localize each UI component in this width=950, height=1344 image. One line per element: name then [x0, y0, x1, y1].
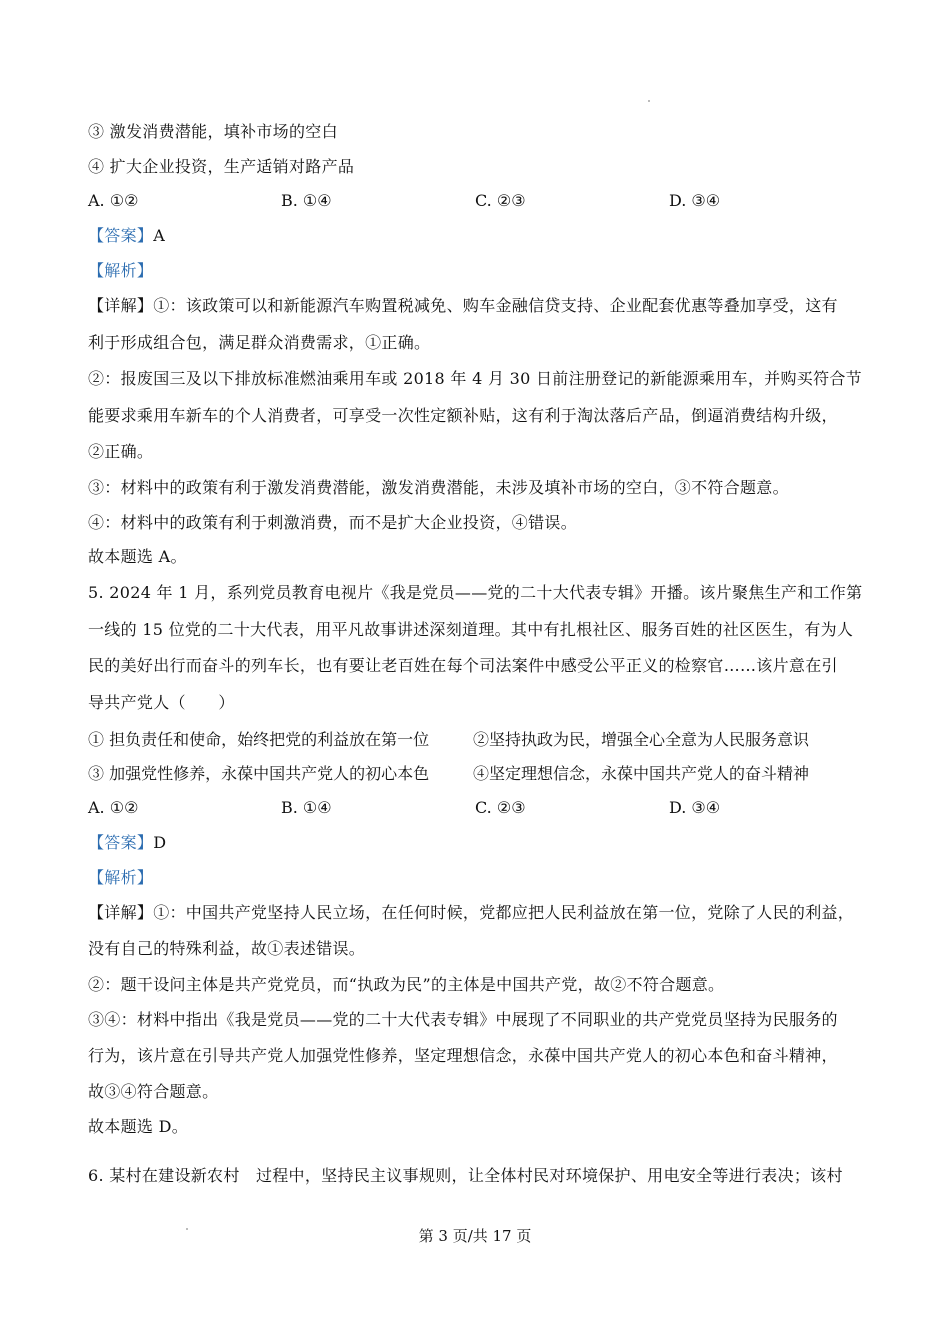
detail-tag: 【详解】 — [88, 903, 154, 922]
q5-choice-a: A. ①② — [88, 798, 139, 817]
q5-stem-line: 民的美好出行而奋斗的列车长，也有要让老百姓在每个司法案件中感受公平正义的检察官……该片意在引 — [88, 656, 838, 675]
q4-analysis-tag: 【解析】 — [88, 261, 154, 280]
q5-analysis-tag: 【解析】 — [88, 868, 154, 887]
q5-detail-line — [88, 902, 854, 924]
q5-detail-line: 行为，该片意在引导共产党人加强党性修养，坚定理想信念，永葆中国共产党人的初心本色和奋斗精神， — [88, 1046, 838, 1065]
q4-detail-line: 利于形成组合包，满足群众消费需求，①正确。 — [88, 333, 431, 352]
detail-tag: 【详解】 — [88, 296, 154, 315]
detail-text: ①：中国共产党坚持人民立场，在任何时候，党都应把人民利益放在第一位，党除了人民的利益， — [153, 903, 855, 922]
q4-option-3: ③ 激发消费潜能，填补市场的空白 — [88, 122, 338, 141]
q5-option-2: ②坚持执政为民，增强全心全意为人民服务意识 — [473, 730, 810, 749]
q5-option-1: ① 担负责任和使命，始终把党的利益放在第一位 — [88, 730, 430, 749]
q5-detail-line: ②：题干设问主体是共产党党员，而“执政为民”的主体是中国共产党，故②不符合题意。 — [88, 975, 725, 994]
q5-stem-line: 一线的 15 位党的二十大代表，用平凡故事讲述深刻道理。其中有扎根社区、服务百姓的社区医生，有为人 — [88, 620, 854, 639]
q5-detail-line: ③④：材料中指出《我是党员——党的二十大代表专辑》中展现了不同职业的共产党党员坚持为民服务的 — [88, 1010, 838, 1029]
q5-choice-d: D. ③④ — [669, 798, 721, 817]
q5-answer — [88, 832, 166, 854]
q4-choice-a: A. ①② — [88, 191, 139, 210]
q6-stem-line: 6. 某村在建设新农村 过程中，坚持民主议事规则，让全体村民对环境保护、用电安全等进行表决；该村 — [88, 1166, 843, 1185]
q4-choice-b: B. ①④ — [281, 191, 332, 210]
q4-option-4: ④ 扩大企业投资，生产适销对路产品 — [88, 157, 355, 176]
scan-dot — [648, 100, 650, 102]
q5-detail-line: 没有自己的特殊利益，故①表述错误。 — [88, 939, 366, 958]
q4-conclusion: 故本题选 A。 — [88, 547, 187, 566]
q5-choice-c: C. ②③ — [475, 798, 526, 817]
q4-detail-line — [88, 295, 838, 317]
q5-detail-line: 故③④符合题意。 — [88, 1082, 219, 1101]
q5-option-4: ④坚定理想信念，永葆中国共产党人的奋斗精神 — [473, 764, 810, 783]
q5-choice-b: B. ①④ — [281, 798, 332, 817]
q4-choice-c: C. ②③ — [475, 191, 526, 210]
q4-detail-line: ②：报废国三及以下排放标准燃油乘用车或 2018 年 4 月 30 日前注册登记的新能源乘用车，并购买符合节 — [88, 369, 862, 388]
answer-tag: 【答案】 — [88, 226, 154, 245]
q5-stem-line: 5. 2024 年 1 月，系列党员教育电视片《我是党员——党的二十大代表专辑》开播。该片聚焦生产和工作第 — [88, 583, 863, 602]
q4-choice-d: D. ③④ — [669, 191, 721, 210]
q4-detail-line: ④：材料中的政策有利于刺激消费，而不是扩大企业投资，④错误。 — [88, 513, 578, 532]
q5-option-3: ③ 加强党性修养，永葆中国共产党人的初心本色 — [88, 764, 430, 783]
detail-text: ①：该政策可以和新能源汽车购置税减免、购车金融信贷支持、企业配套优惠等叠加享受，这有 — [153, 296, 838, 315]
q4-detail-line: ③：材料中的政策有利于激发消费潜能，激发消费潜能，未涉及填补市场的空白，③不符合题意。 — [88, 478, 789, 497]
answer-value: D — [153, 833, 167, 852]
page-footer: 第 3 页/共 17 页 — [418, 1227, 532, 1245]
q4-detail-line: ②正确。 — [88, 442, 154, 461]
q5-stem-line: 导共产党人（ ） — [88, 693, 235, 712]
q5-conclusion: 故本题选 D。 — [88, 1117, 189, 1136]
q4-answer — [88, 225, 165, 247]
q4-detail-line: 能要求乘用车新车的个人消费者，可享受一次性定额补贴，这有利于淘汰落后产品，倒逼消费结构升级， — [88, 406, 838, 425]
answer-tag: 【答案】 — [88, 833, 154, 852]
answer-value: A — [153, 226, 166, 245]
